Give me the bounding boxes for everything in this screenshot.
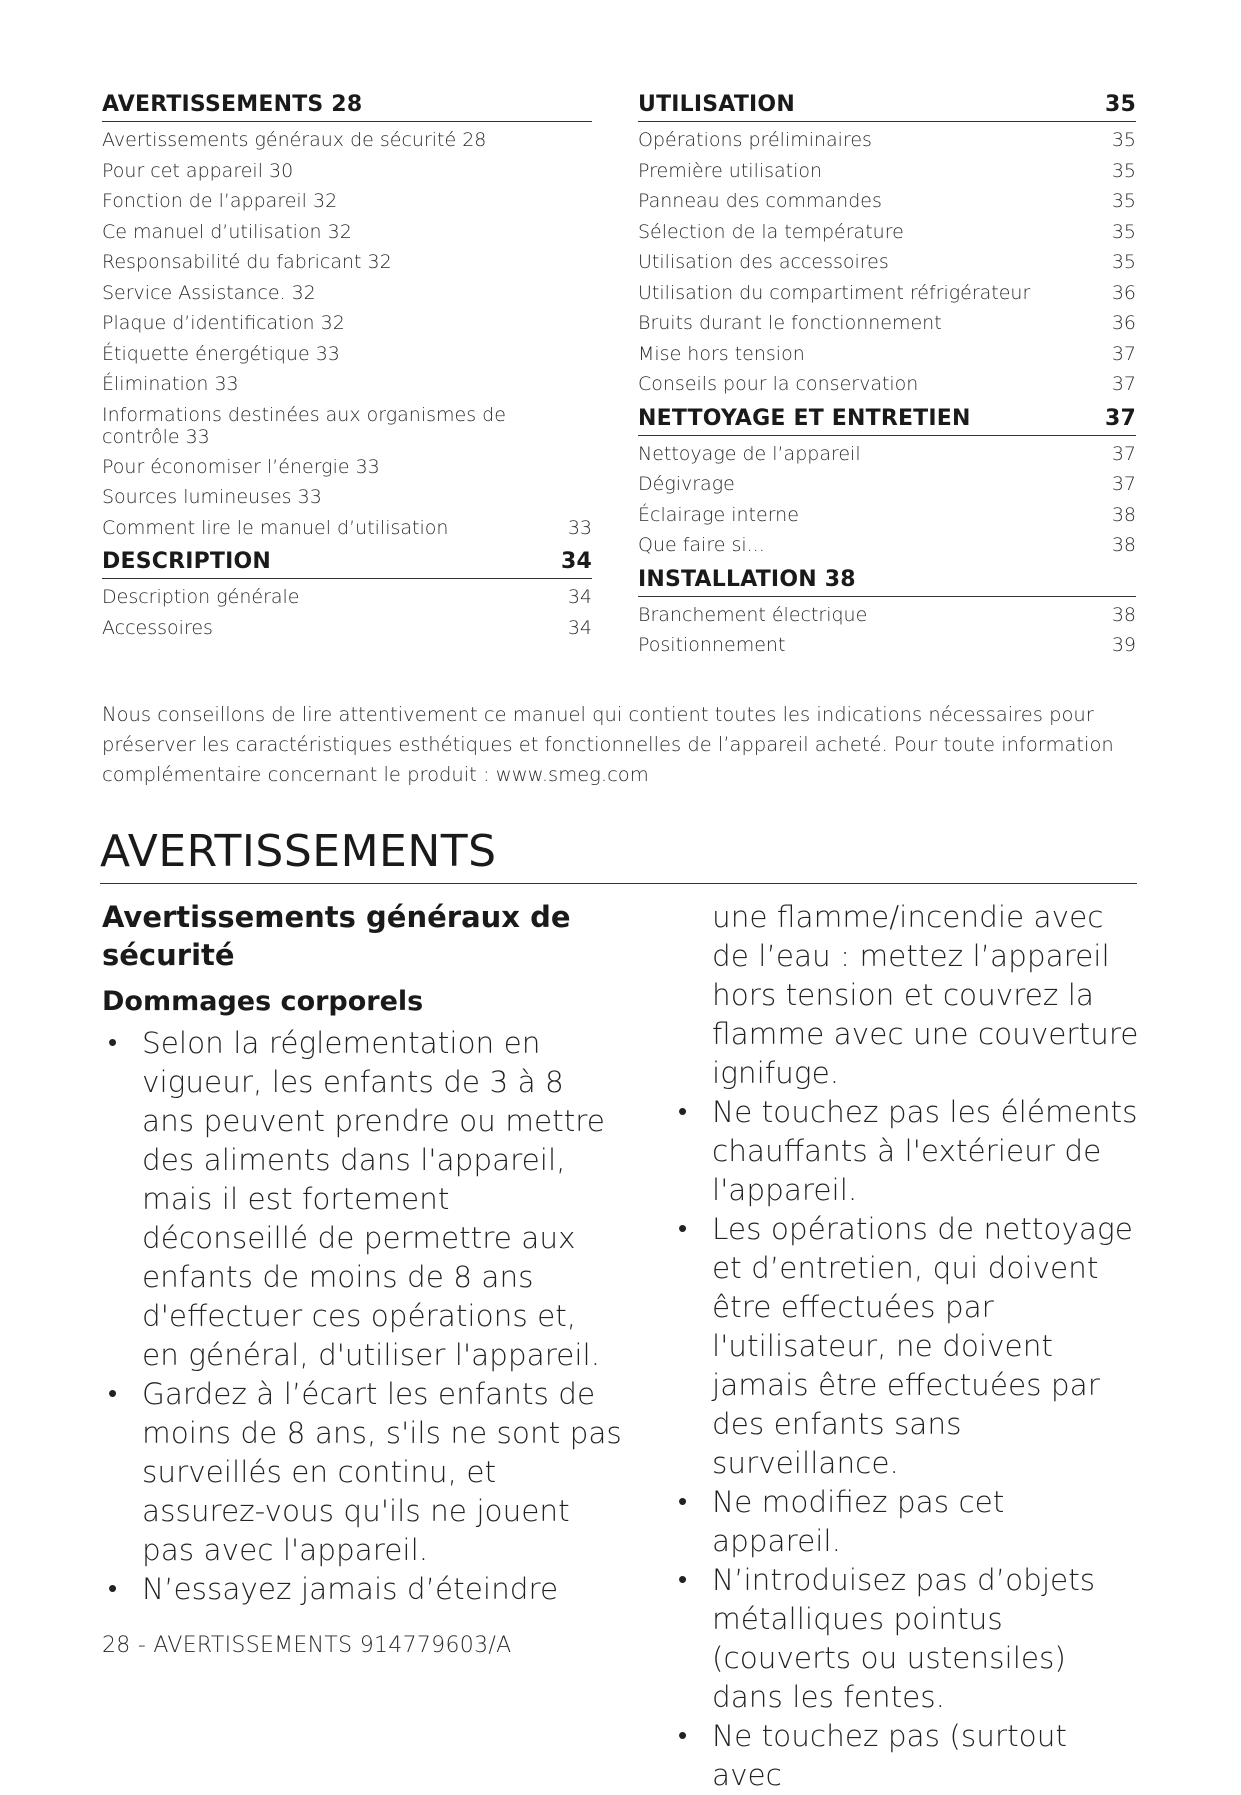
bullet-text: Ne touchez pas (surtout avec — [712, 1719, 1067, 1792]
toc-entry — [102, 482, 592, 513]
toc-entry — [638, 600, 1136, 631]
bullet-text: Les opérations de nettoyage et d’entretien, qui doivent être effectuées par l'utilisateur, ne doivent jamais être effectuées par des enfants sans surveillance. — [712, 1212, 1133, 1480]
toc-entry — [102, 613, 592, 644]
toc-entry-page: 38 — [1111, 603, 1136, 626]
toc-entry-page: 39 — [1111, 634, 1136, 656]
bullet-dot-icon: • — [678, 1487, 688, 1517]
toc-entry — [638, 339, 1136, 370]
toc-section-heading — [638, 567, 1136, 597]
toc-entry-text: Informations destinées aux organismes de contrôle 33 — [102, 403, 506, 448]
bullet-item — [102, 1375, 622, 1570]
toc-entry-text: Plaque d’identification 32 — [102, 312, 345, 334]
toc-entry — [638, 156, 1136, 187]
bullet-text: Ne modifiez pas cet appareil. — [712, 1485, 1005, 1558]
toc-entry-text: Positionnement — [638, 634, 786, 656]
toc-entry — [638, 186, 1136, 217]
toc-entry-page: 36 — [1111, 312, 1136, 334]
toc-heading-text: NETTOYAGE ET ENTRETIEN — [638, 405, 971, 431]
subsubheading: Dommages corporels — [102, 986, 424, 1017]
toc-entry-text: Élimination 33 — [102, 373, 239, 395]
bullet-item — [102, 1024, 622, 1375]
toc-left-column — [102, 92, 592, 643]
toc-entry-text: Utilisation des accessoires — [638, 251, 889, 273]
toc-entry-page: 37 — [1111, 373, 1136, 395]
toc-entry-text: Service Assistance. 32 — [102, 281, 316, 304]
toc-entry — [102, 452, 592, 483]
bullet-text: N’essayez jamais d’éteindre — [142, 1572, 559, 1606]
toc-entry-text: Comment lire le manuel d’utilisation — [102, 516, 449, 539]
bullet-text: N’introduisez pas d’objets métalliques pointus (couverts ou ustensiles) dans les fentes. — [712, 1563, 1096, 1714]
toc-entry — [102, 217, 592, 248]
bullet-list-left — [102, 1024, 622, 1609]
bullet-item — [672, 1717, 1142, 1795]
toc-entry — [102, 278, 592, 309]
body-right-column — [672, 898, 1142, 1795]
toc-entry-page: 35 — [1111, 190, 1136, 212]
toc-entry-page: 37 — [1111, 342, 1136, 365]
toc-entry — [638, 278, 1136, 309]
toc-entry-page: 38 — [1111, 534, 1136, 556]
toc-entry-text: Opérations préliminaires — [638, 129, 872, 151]
toc-heading-text: DESCRIPTION — [102, 549, 272, 574]
toc-entry — [102, 369, 592, 400]
bullet-dot-icon: • — [678, 1565, 688, 1595]
toc-entry-text: Sélection de la température — [638, 220, 904, 243]
toc-entry-text: Fonction de l’appareil 32 — [102, 190, 338, 212]
toc-entry — [102, 339, 592, 370]
toc-entry-page: 37 — [1111, 442, 1136, 465]
page-footer: 28 - AVERTISSEMENTS 914779603/A — [102, 1633, 512, 1658]
toc-entry-text: Responsabilité du fabricant 32 — [102, 251, 392, 273]
toc-entry-text: Pour économiser l’énergie 33 — [102, 455, 380, 478]
bullet-dot-icon: • — [678, 1721, 688, 1751]
toc-section-heading — [638, 92, 1136, 122]
toc-entry-text: Que faire si... — [638, 534, 765, 556]
toc-entry — [102, 125, 592, 156]
intro-paragraph: Nous conseillons de lire attentivement ce manuel qui contient toutes les indications nécessaires pour préserver les caractéristiques esthétiques et fonctionnelles de l’appareil acheté. Pour toute information complémentaire concernant le produit : www.smeg.com — [102, 703, 1114, 786]
toc-entry — [102, 156, 592, 187]
bullet-text: Ne touchez pas les éléments chauffants à l'extérieur de l'appareil. — [712, 1095, 1138, 1207]
toc-section-heading — [638, 406, 1136, 436]
toc-entry-page: 33 — [567, 516, 592, 539]
toc-entry-page: 36 — [1111, 281, 1136, 304]
toc-entry-text: Utilisation du compartiment réfrigérateur — [638, 281, 1031, 304]
toc-entry — [638, 125, 1136, 156]
toc-entry — [102, 582, 592, 613]
toc-entry-text: Nettoyage de l’appareil — [638, 442, 861, 465]
toc-entry — [638, 530, 1136, 561]
toc-entry-page: 35 — [1111, 129, 1136, 151]
toc-entry-text: Branchement électrique — [638, 603, 868, 626]
toc-entry-page: 35 — [1111, 220, 1136, 243]
toc-entry-text: Bruits durant le fonctionnement — [638, 312, 942, 334]
toc-entry — [638, 500, 1136, 531]
toc-entry — [638, 630, 1136, 661]
toc-section-heading — [102, 549, 592, 579]
toc-entry-text: Sources lumineuses 33 — [102, 486, 322, 508]
bullet-text: Selon la réglementation en vigueur, les enfants de 3 à 8 ans peuvent prendre ou mettre des aliments dans l'appareil, mais il est fortement déconseillé de permettre aux enfants de moins de 8 ans d'effectuer ces opérations et, en général, d'utiliser l'appareil. — [142, 1026, 605, 1372]
toc-entry — [102, 400, 592, 452]
toc-heading-page: 35 — [1104, 92, 1136, 117]
subheading: Avertissements généraux de sécurité — [102, 900, 571, 972]
toc-entry-text: Étiquette énergétique 33 — [102, 342, 340, 365]
bullet-item — [672, 1483, 1142, 1561]
bullet-dot-icon: • — [678, 1097, 688, 1127]
toc-entry — [638, 369, 1136, 400]
toc-entry — [638, 308, 1136, 339]
bullet-dot-icon: • — [108, 1028, 118, 1058]
toc-entry — [102, 186, 592, 217]
bullet-item — [672, 1093, 1142, 1210]
toc-heading-page: 37 — [1104, 405, 1136, 431]
toc-entry-text: Pour cet appareil 30 — [102, 159, 294, 182]
toc-section-heading — [102, 92, 592, 122]
toc-entry-text: Description générale — [102, 586, 300, 608]
body-left-column — [102, 898, 622, 1609]
bullet-item — [672, 1210, 1142, 1483]
toc-entry-text: Avertissements généraux de sécurité 28 — [102, 129, 487, 151]
toc-heading-text: UTILISATION — [638, 92, 795, 117]
toc-entry — [638, 247, 1136, 278]
toc-entry-text: Ce manuel d’utilisation 32 — [102, 220, 352, 243]
toc-heading-text: AVERTISSEMENTS 28 — [102, 92, 363, 117]
bullet-list-right — [672, 1093, 1142, 1795]
toc-heading-page: 34 — [560, 549, 592, 574]
toc-entry-text: Éclairage interne — [638, 503, 799, 526]
section-title: AVERTISSEMENTS — [100, 826, 1137, 884]
bullet-dot-icon: • — [678, 1214, 688, 1244]
toc-entry-page: 35 — [1111, 251, 1136, 273]
toc-entry-text: Accessoires — [102, 616, 213, 639]
toc-entry — [102, 513, 592, 544]
toc-entry-page: 35 — [1111, 159, 1136, 182]
toc-entry — [102, 247, 592, 278]
toc-entry-page: 34 — [567, 616, 592, 639]
bullet-item — [672, 1561, 1142, 1717]
toc-entry — [638, 439, 1136, 470]
bullet-dot-icon: • — [108, 1574, 118, 1604]
toc-entry-page: 37 — [1111, 473, 1136, 495]
toc-entry-text: Première utilisation — [638, 159, 823, 182]
toc-entry — [638, 217, 1136, 248]
toc-entry-page: 34 — [567, 586, 592, 608]
bullet-dot-icon: • — [108, 1379, 118, 1409]
bullet-item — [102, 1570, 622, 1609]
bullet-text: Gardez à l’écart les enfants de moins de 8 ans, s'ils ne sont pas surveillés en continu, et assurez-vous qu'ils ne jouent pas avec l'appareil. — [142, 1377, 622, 1567]
toc-right-column — [638, 92, 1136, 661]
toc-entry-page: 38 — [1111, 503, 1136, 526]
toc-entry-text: Panneau des commandes — [638, 190, 882, 212]
toc-heading-text: INSTALLATION 38 — [638, 566, 856, 592]
continued-text: une flamme/incendie avec de l’eau : mettez l’appareil hors tension et couvrez la flamme avec une couverture ignifuge. — [712, 900, 1139, 1090]
toc-entry — [102, 308, 592, 339]
toc-entry — [638, 469, 1136, 500]
toc-entry-text: Mise hors tension — [638, 342, 805, 365]
toc-entry-text: Dégivrage — [638, 473, 735, 495]
toc-entry-text: Conseils pour la conservation — [638, 373, 919, 395]
